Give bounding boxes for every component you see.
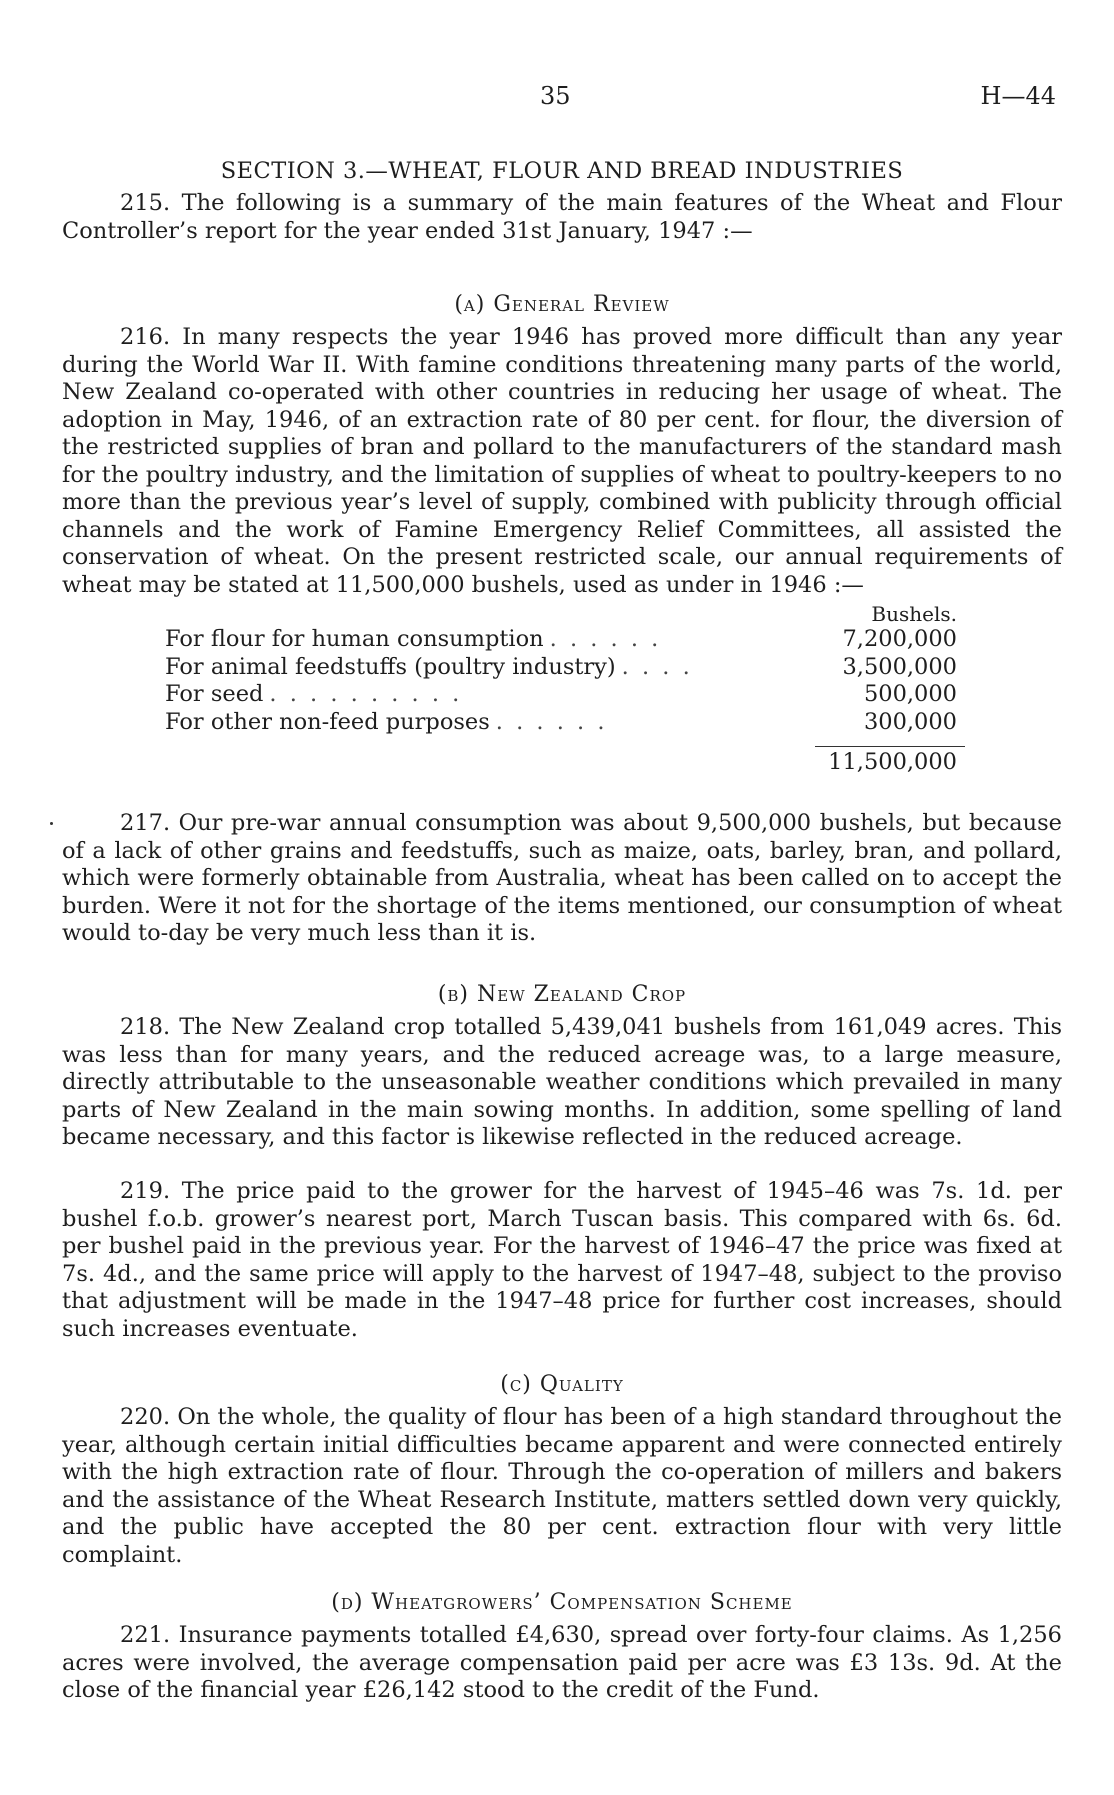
- row-label: For flour for human consumption: [165, 626, 544, 652]
- leader-dots: . . . .: [621, 653, 693, 680]
- table-row: [165, 654, 965, 682]
- paragraph-215: 215. The following is a summary of the main features of the Wheat and Flour Controller’s report for the year ended 31st January, 1947 :—: [62, 190, 1062, 244]
- table-row: [165, 626, 965, 654]
- paragraph-218: 218. The New Zealand crop totalled 5,439,041 bushels from 161,049 acres. This was less than for many years, and the reduced acreage was, to a large measure, directly attributable to the unseasonable weather conditions which prevailed in many parts of New Zealand in the main sowing months. In addition, some spelling of land became necessary, and this factor is likewise reflected in the reduced acreage.: [62, 1014, 1062, 1150]
- subheading-general-review: (a) General Review: [454, 292, 670, 317]
- unit-header: Bushels.: [871, 602, 957, 626]
- paragraph-219: 219. The price paid to the grower for the harvest of 1945–46 was 7s. 1d. per bushel f.o.b. grower’s nearest port, March Tuscan basis. This compared with 6s. 6d. per bushel paid in the previous year. For the harvest of 1946–47 the price was fixed at 7s. 4d., and the same price will apply to the harvest of 1947–48, subject to the proviso that adjustment will be made in the 1947–48 price for further cost increases, should such increases eventuate.: [62, 1178, 1062, 1342]
- leader-dots: . . . . . .: [495, 708, 608, 735]
- row-value: 7,200,000: [842, 626, 957, 652]
- row-value: 3,500,000: [842, 653, 957, 680]
- document-reference: H—44: [980, 82, 1056, 110]
- paragraph-221: 221. Insurance payments totalled £4,630, spread over forty-four claims. As 1,256 acres were involved, the average compensation paid per acre was £3 13s. 9d. At the close of the financial year £26,142 stood to the credit of the Fund.: [62, 1622, 1062, 1703]
- scan-speck: [50, 822, 53, 825]
- subheading-quality: (c) Quality: [500, 1372, 624, 1397]
- section-title: SECTION 3.—WHEAT, FLOUR AND BREAD INDUSTRIES: [220, 158, 904, 184]
- table-row: [165, 709, 965, 737]
- subheading-compensation-scheme: (d) Wheatgrowers’ Compensation Scheme: [331, 1590, 793, 1615]
- leader-dots: . . . . . .: [549, 626, 662, 652]
- row-value: 300,000: [863, 708, 957, 735]
- row-label: For seed: [165, 681, 264, 707]
- table-total: 11,500,000: [828, 749, 957, 775]
- total-rule: [815, 746, 965, 747]
- table-row: [165, 681, 965, 709]
- wheat-requirements-table: [165, 602, 965, 775]
- paragraph-217: 217. Our pre-war annual consumption was about 9,500,000 bushels, but because of a lack of other grains and feedstuffs, such as maize, oats, barley, bran, and pollard, which were formerly obtainable from Australia, wheat has been called on to accept the burden. Were it not for the shortage of the items mentioned, our consumption of wheat would to-day be very much less than it is.: [62, 810, 1062, 946]
- row-label: For other non-feed purposes: [165, 708, 490, 735]
- row-value: 500,000: [863, 681, 957, 707]
- subheading-new-zealand-crop: (b) New Zealand Crop: [437, 982, 687, 1007]
- paragraph-220: 220. On the whole, the quality of flour has been of a high standard throughout the year, although certain initial difficulties became apparent and were connected entirely with the high extraction rate of flour. Through the co-operation of millers and bakers and the assistance of the Wheat Research Institute, matters settled down very quickly, and the public have accepted the 80 per cent. extraction flour with very little complaint.: [62, 1404, 1062, 1568]
- page-number: 35: [540, 82, 571, 110]
- paragraph-216: 216. In many respects the year 1946 has proved more difficult than any year during the World War II. With famine conditions threatening many parts of the world, New Zealand co-operated with other countries in reducing her usage of wheat. The adoption in May, 1946, of an extraction rate of 80 per cent. for flour, the diversion of the restricted supplies of bran and pollard to the manufacturers of the standard mash for the poultry industry, and the limitation of supplies of wheat to poultry-keepers to no more than the previous year’s level of supply, combined with publicity through official channels and the work of Famine Emergency Relief Committees, all assisted the conservation of wheat. On the present restricted scale, our annual requirements of wheat may be stated at 11,500,000 bushels, used as under in 1946 :—: [62, 324, 1062, 598]
- row-label: For animal feedstuffs (poultry industry): [165, 653, 616, 680]
- leader-dots: . . . . . . . . . .: [269, 681, 463, 707]
